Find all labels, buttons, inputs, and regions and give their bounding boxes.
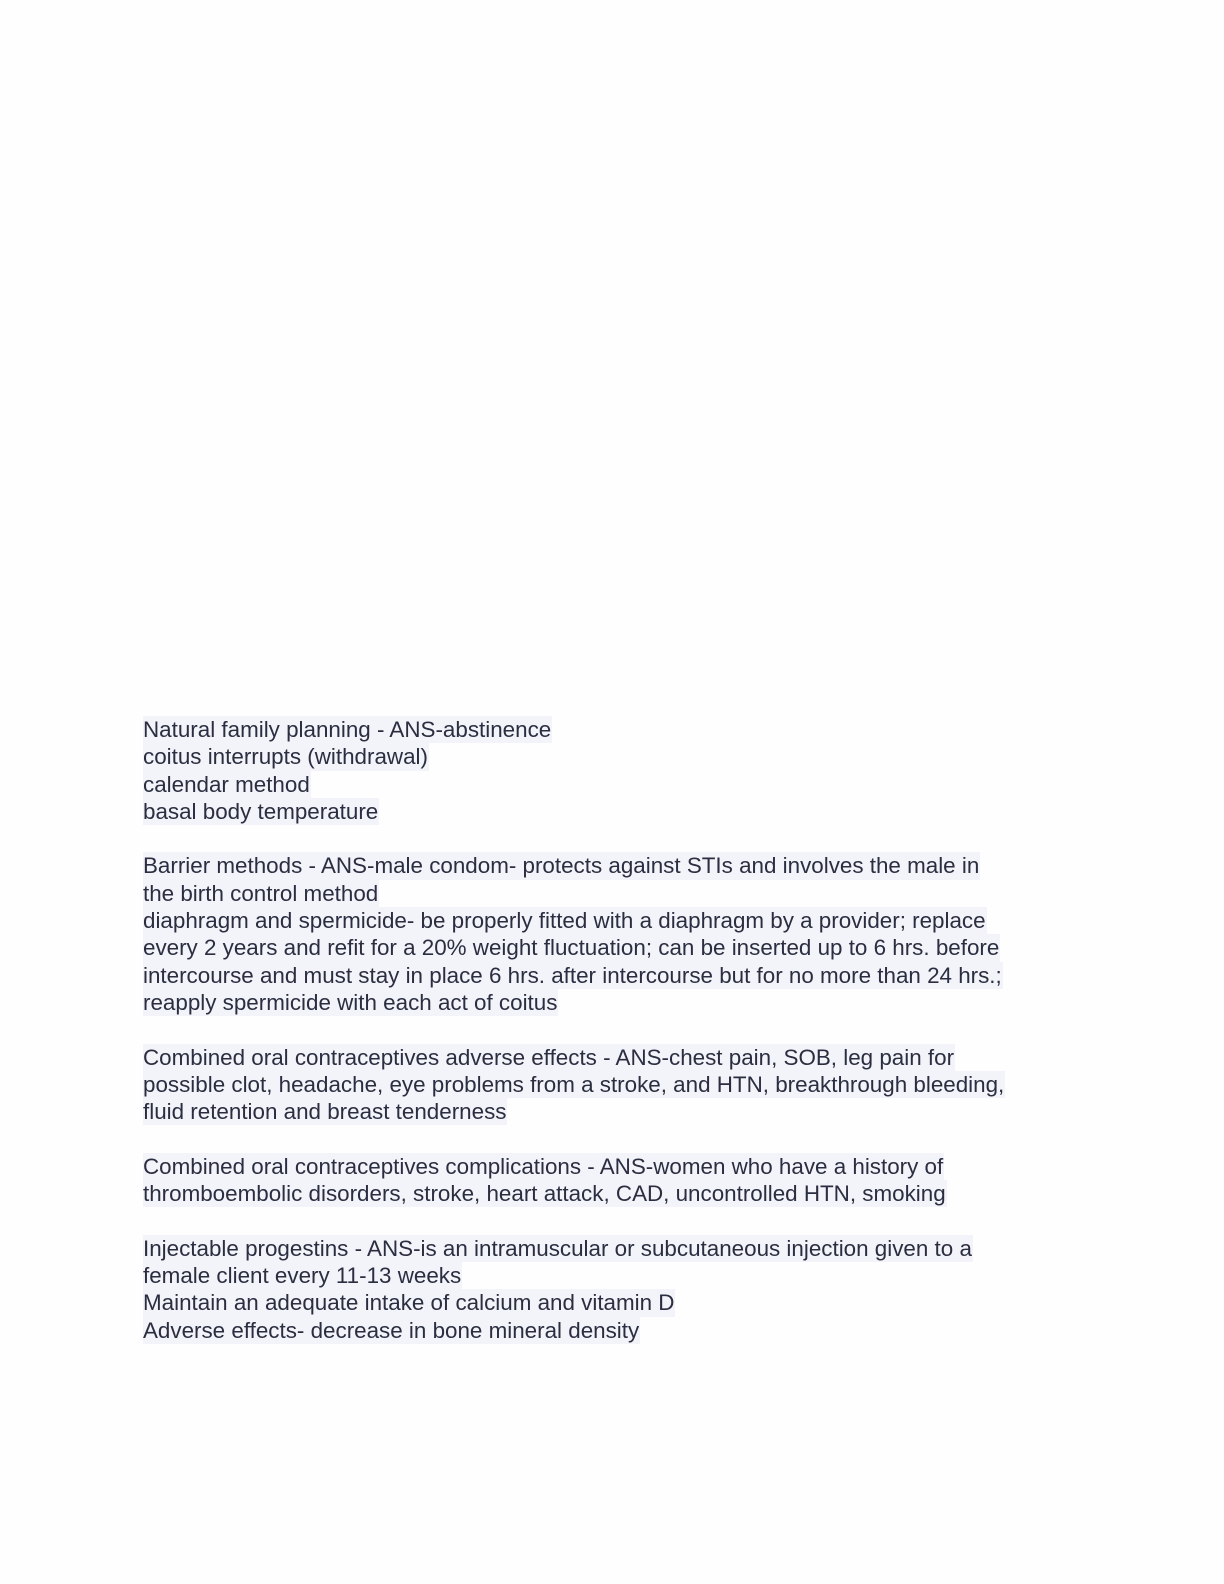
text-line: coitus interrupts (withdrawal) xyxy=(143,744,428,770)
flashcard-natural-family-planning xyxy=(143,716,1083,825)
text-line: Barrier methods - ANS-male condom- protects against STIs and involves the male in xyxy=(143,853,980,879)
text-line: possible clot, headache, eye problems from a stroke, and HTN, breakthrough bleeding, xyxy=(143,1071,1005,1097)
text-line: calendar method xyxy=(143,771,310,797)
text-line: Natural family planning - ANS-abstinence xyxy=(143,717,552,742)
text-line: Combined oral contraceptives complications - ANS-women who have a history of xyxy=(143,1153,944,1179)
text-line: fluid retention and breast tenderness xyxy=(143,1099,507,1125)
flashcard-injectable-progestins xyxy=(143,1235,1083,1344)
flashcard-barrier-methods xyxy=(143,852,1083,1016)
text-line: Maintain an adequate intake of calcium and vitamin D xyxy=(143,1290,675,1316)
text-line: Injectable progestins - ANS-is an intramuscular or subcutaneous injection given to a xyxy=(143,1235,972,1261)
text-line: basal body temperature xyxy=(143,798,379,824)
text-line: Combined oral contraceptives adverse effects - ANS-chest pain, SOB, leg pain for xyxy=(143,1044,955,1070)
text-line: Adverse effects- decrease in bone mineral density xyxy=(143,1317,640,1343)
text-line: female client every 11-13 weeks xyxy=(143,1262,462,1288)
text-line: thromboembolic disorders, stroke, heart attack, CAD, uncontrolled HTN, smoking xyxy=(143,1181,946,1207)
text-line: every 2 years and refit for a 20% weight fluctuation; can be inserted up to 6 hrs. before xyxy=(143,935,1000,961)
text-line: reapply spermicide with each act of coitus xyxy=(143,989,558,1015)
flashcard-coc-adverse-effects xyxy=(143,1044,1083,1126)
flashcard-coc-complications xyxy=(143,1153,1083,1208)
text-line: diaphragm and spermicide- be properly fitted with a diaphragm by a provider; replace xyxy=(143,908,986,934)
text-line: the birth control method xyxy=(143,880,379,906)
document-body xyxy=(143,716,1083,1371)
text-line: intercourse and must stay in place 6 hrs. after intercourse but for no more than 24 hrs.; xyxy=(143,962,1002,988)
